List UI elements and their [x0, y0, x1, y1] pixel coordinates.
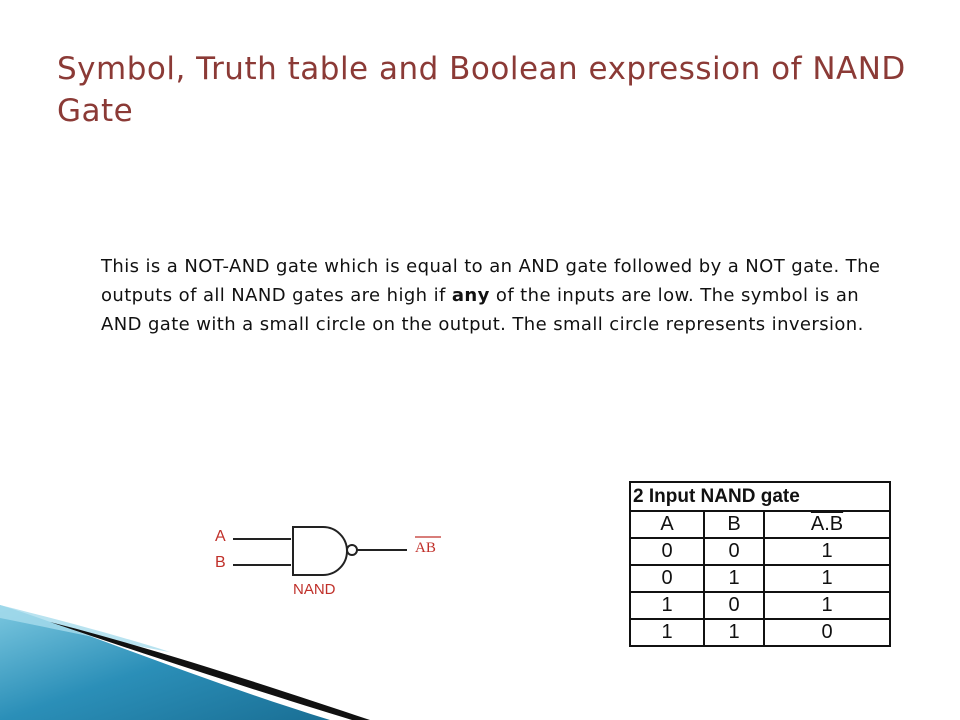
cell-output: 1 — [764, 538, 890, 565]
cell-b: 0 — [704, 592, 764, 619]
body-paragraph — [101, 252, 881, 339]
table-row — [630, 619, 890, 646]
cell-a: 0 — [630, 565, 704, 592]
body-text-start: This is a NOT-AND gate which is equal to an AND gate followed by a NOT gate. The outputs of all NAND gates are high if — [101, 256, 881, 306]
cell-a: 1 — [630, 592, 704, 619]
gate-body — [293, 527, 347, 575]
table-row — [630, 538, 890, 565]
gate-name-label: NAND — [293, 581, 336, 598]
cell-b: 0 — [704, 538, 764, 565]
gate-output-label: AB — [415, 540, 436, 556]
cell-b: 1 — [704, 565, 764, 592]
cell-a: 1 — [630, 619, 704, 646]
table-row — [630, 565, 890, 592]
header-a: A — [630, 511, 704, 538]
cell-output: 1 — [764, 565, 890, 592]
table-row — [630, 592, 890, 619]
cell-output: 0 — [764, 619, 890, 646]
slide-title: Symbol, Truth table and Boolean expression of NAND Gate — [57, 51, 906, 129]
truth-table-header-row — [630, 511, 890, 538]
truth-table — [629, 481, 891, 647]
header-b: B — [704, 511, 764, 538]
cell-b: 1 — [704, 619, 764, 646]
body-text-end: of the inputs are low. The symbol is an AND gate with a small circle on the output. The small circle represents inversion. — [101, 285, 864, 335]
nand-gate-symbol — [205, 515, 455, 600]
header-nand-output: A.B — [764, 511, 890, 538]
body-text-emphasis: any — [451, 285, 490, 306]
gate-input-a-label: A — [215, 528, 226, 545]
gate-input-b-label: B — [215, 554, 226, 571]
inversion-bubble — [347, 545, 357, 555]
cell-a: 0 — [630, 538, 704, 565]
truth-table-caption: 2 Input NAND gate — [630, 482, 890, 511]
truth-table-caption-row — [630, 482, 890, 511]
cell-output: 1 — [764, 592, 890, 619]
